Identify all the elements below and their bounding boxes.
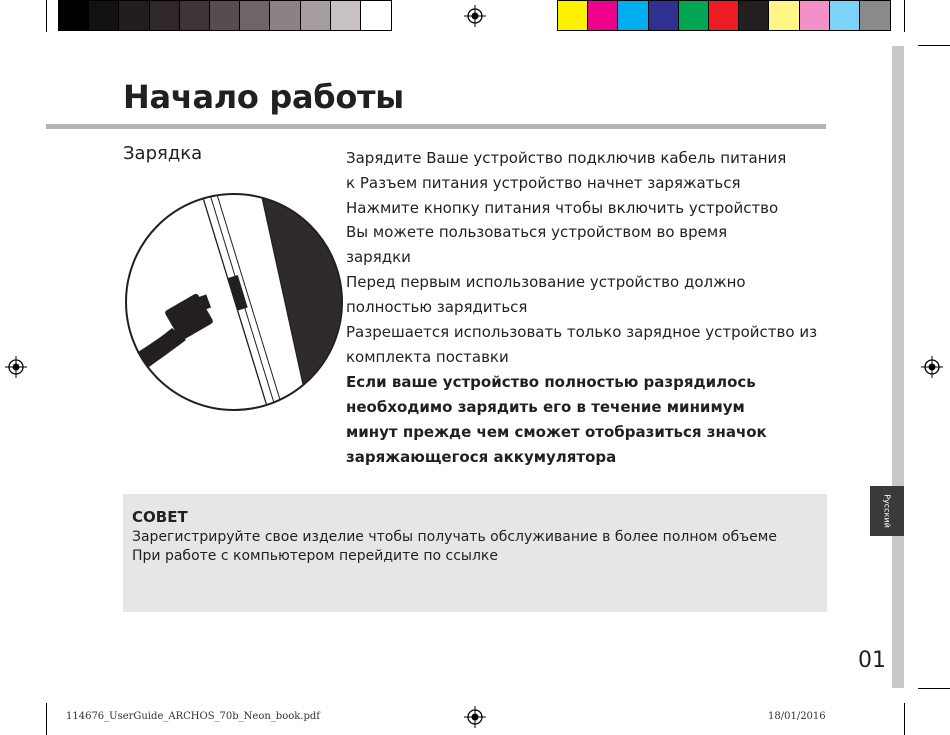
- crop-mark-top-left-v: [46, 0, 47, 32]
- color-swatch: [270, 1, 300, 30]
- color-swatch: [59, 1, 89, 30]
- page-number: 01: [858, 648, 886, 673]
- color-swatch: [119, 1, 149, 30]
- registration-mark-icon: [921, 356, 943, 378]
- warning-line: необходимо зарядить его в течение минимум: [346, 398, 745, 416]
- color-swatch: [240, 1, 270, 30]
- color-swatch: [860, 1, 890, 30]
- grayscale-calibration-bar: [58, 0, 392, 31]
- warning-line: Если ваше устройство полностью разрядилось: [346, 373, 756, 391]
- color-calibration-bar: [557, 0, 891, 31]
- body-line: комплекта поставки: [346, 348, 509, 366]
- registration-mark-icon: [5, 356, 27, 378]
- body-line: Разрешается использовать только зарядное устройство из: [346, 323, 818, 341]
- section-heading: Зарядка: [123, 143, 203, 164]
- warning-line: заряжающегося аккумулятора: [346, 448, 617, 466]
- body-line: зарядки: [346, 248, 411, 266]
- color-swatch: [180, 1, 210, 30]
- tip-line: При работе с компьютером перейдите по ссылке: [132, 548, 498, 564]
- warning-line: минут прежде чем сможет отобразиться значок: [346, 423, 767, 441]
- charging-illustration: [120, 188, 346, 416]
- registration-mark-icon: [464, 706, 486, 728]
- language-tab: [870, 486, 904, 536]
- title-rule: [46, 124, 826, 129]
- color-swatch: [830, 1, 860, 30]
- tip-title: СОВЕТ: [132, 508, 188, 526]
- color-swatch: [618, 1, 648, 30]
- crop-mark-bottom-left-v: [46, 703, 47, 735]
- body-line: к Разъем питания устройство начнет заряжаться: [346, 174, 741, 192]
- color-swatch: [331, 1, 361, 30]
- footer-filename: 114676_UserGuide_ARCHOS_70b_Neon_book.pdf: [66, 711, 320, 722]
- body-line: полностью зарядиться: [346, 298, 528, 316]
- color-swatch: [800, 1, 830, 30]
- color-swatch: [649, 1, 679, 30]
- crop-mark-right-top-h: [918, 45, 950, 46]
- side-band: [892, 46, 904, 688]
- color-swatch: [739, 1, 769, 30]
- body-line: Перед первым использование устройство должно: [346, 273, 746, 291]
- color-swatch: [588, 1, 618, 30]
- color-swatch: [150, 1, 180, 30]
- language-tab-label: Русский: [882, 494, 892, 528]
- color-swatch: [558, 1, 588, 30]
- color-swatch: [210, 1, 240, 30]
- color-swatch: [301, 1, 331, 30]
- body-line: Вы можете пользоваться устройством во время: [346, 223, 728, 241]
- color-swatch: [679, 1, 709, 30]
- registration-mark-icon: [464, 5, 486, 27]
- page-title: Начало работы: [123, 78, 404, 116]
- body-line: Зарядите Ваше устройство подключив кабель питания: [346, 149, 787, 167]
- footer-date: 18/01/2016: [768, 711, 826, 722]
- color-swatch: [361, 1, 391, 30]
- crop-mark-bottom-right-v: [904, 703, 905, 735]
- tip-line: Зарегистрируйте свое изделие чтобы получать обслуживание в более полном объеме: [132, 529, 777, 545]
- body-line: Нажмите кнопку питания чтобы включить устройство: [346, 199, 779, 217]
- crop-mark-right-bottom-h: [918, 688, 950, 689]
- color-swatch: [769, 1, 799, 30]
- crop-mark-top-right-v: [904, 0, 905, 32]
- color-swatch: [709, 1, 739, 30]
- color-swatch: [89, 1, 119, 30]
